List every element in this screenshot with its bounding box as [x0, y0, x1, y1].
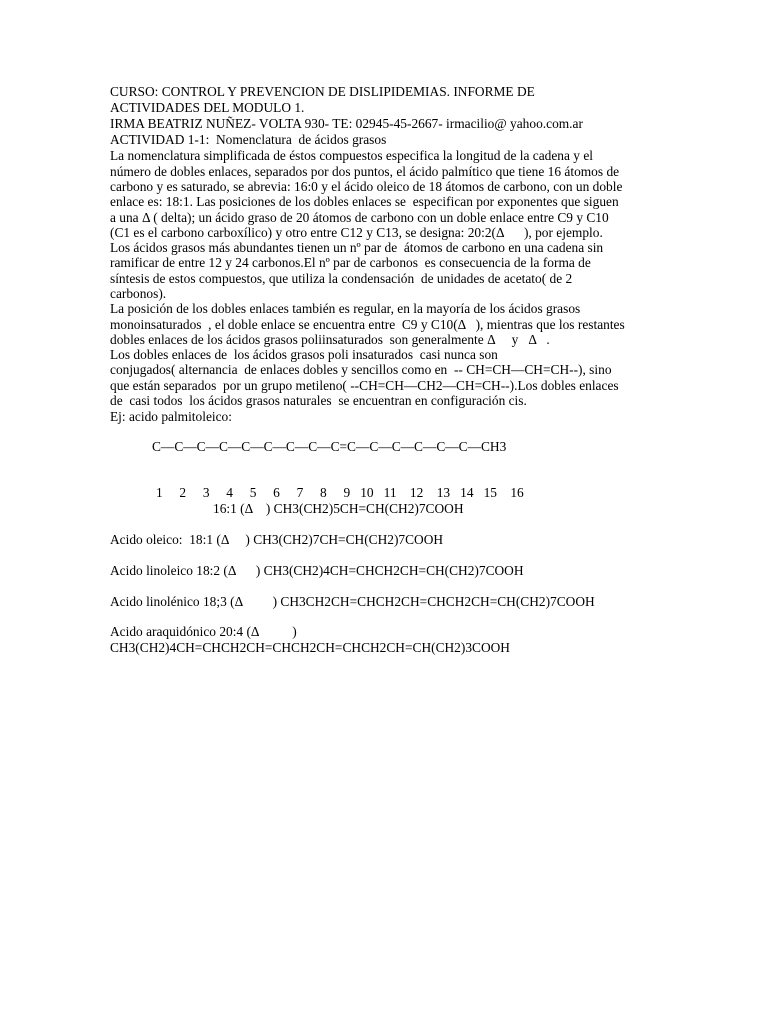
example-label: Ej: acido palmitoleico:: [110, 409, 232, 424]
body-line: dobles enlaces de los ácidos grasos poliinsaturados son generalmente Δ y Δ .: [110, 332, 550, 347]
acid-oleic-line: Acido oleico: 18:1 (Δ ) CH3(CH2)7CH=CH(CH2)7COOH: [110, 532, 444, 547]
body-line: a una Δ ( delta); un ácido graso de 20 átomos de carbono con un doble enlace entre C9 y C10: [110, 210, 609, 225]
acid-linolenic-line: Acido linolénico 18;3 (Δ ) CH3CH2CH=CHCH2CH=CHCH2CH=CH(CH2)7COOH: [110, 594, 595, 609]
body-line: La posición de los dobles enlaces también es regular, en la mayoría de los ácidos grasos: [110, 301, 581, 316]
body-line: número de dobles enlaces, separados por dos puntos, el ácido palmítico que tiene 16 átomos de: [110, 164, 620, 179]
body-line: conjugados( alternancia de enlaces dobles y sencillos como en -- CH=CH—CH=CH--), sino: [110, 362, 612, 377]
carbon-numbering: 1 2 3 4 5 6 7 8 9 10 11 12 13 14 15 16: [156, 485, 524, 500]
acid-arachidonic-line: Acido araquidónico 20:4 (Δ ): [110, 624, 297, 639]
header-report-line: ACTIVIDADES DEL MODULO 1.: [110, 100, 305, 115]
body-line: ramificar de entre 12 y 24 carbonos.El nº par de carbonos es consecuencia de la forma de: [110, 255, 591, 270]
header-author-line: IRMA BEATRIZ NUÑEZ- VOLTA 930- TE: 02945-45-2667- irmacilio@ yahoo.com.ar: [110, 116, 583, 131]
palmitoleic-designation: 16:1 (Δ ) CH3(CH2)5CH=CH(CH2)7COOH: [213, 501, 464, 516]
body-line: Los ácidos grasos más abundantes tienen un nº par de átomos de carbono en una cadena sin: [110, 240, 604, 255]
header-course-line: CURSO: CONTROL Y PREVENCION DE DISLIPIDEMIAS. INFORME DE: [110, 84, 535, 99]
body-line: síntesis de estos compuestos, que utiliza la condensación de unidades de acetato( de 2: [110, 271, 573, 286]
body-line: que están separados por un grupo metileno( --CH=CH—CH2—CH=CH--).Los dobles enlaces: [110, 378, 619, 393]
body-line: Los dobles enlaces de los ácidos grasos poli insaturados casi nunca son: [110, 347, 498, 362]
body-line: carbono y es saturado, se abrevia: 16:0 y el ácido oleico de 18 átomos de carbono, con un doble: [110, 179, 623, 194]
acid-arachidonic-formula: CH3(CH2)4CH=CHCH2CH=CHCH2CH=CHCH2CH=CH(CH2)3COOH: [110, 640, 510, 655]
body-line: enlace es: 18:1. Las posiciones de los dobles enlaces se especifican por exponentes que siguen: [110, 194, 619, 209]
body-line: monoinsaturados , el doble enlace se encuentra entre C9 y C10(Δ ), mientras que los restantes: [110, 317, 625, 332]
body-line: de casi todos los ácidos grasos naturales se encuentran en configuración cis.: [110, 393, 527, 408]
activity-title: ACTIVIDAD 1-1: Nomenclatura de ácidos grasos: [110, 132, 387, 147]
carbon-chain-formula: C—C—C—C—C—C—C—C—C=C—C—C—C—C—C—CH3: [152, 439, 507, 454]
body-line: carbonos).: [110, 286, 167, 301]
body-line: (C1 es el carbono carboxílico) y otro entre C12 y C13, se designa: 20:2(Δ ), por ejemplo.: [110, 225, 603, 240]
body-line: La nomenclatura simplificada de éstos compuestos especifica la longitud de la cadena y el: [110, 148, 593, 163]
acid-linoleic-line: Acido linoleico 18:2 (Δ ) CH3(CH2)4CH=CHCH2CH=CH(CH2)7COOH: [110, 563, 524, 578]
